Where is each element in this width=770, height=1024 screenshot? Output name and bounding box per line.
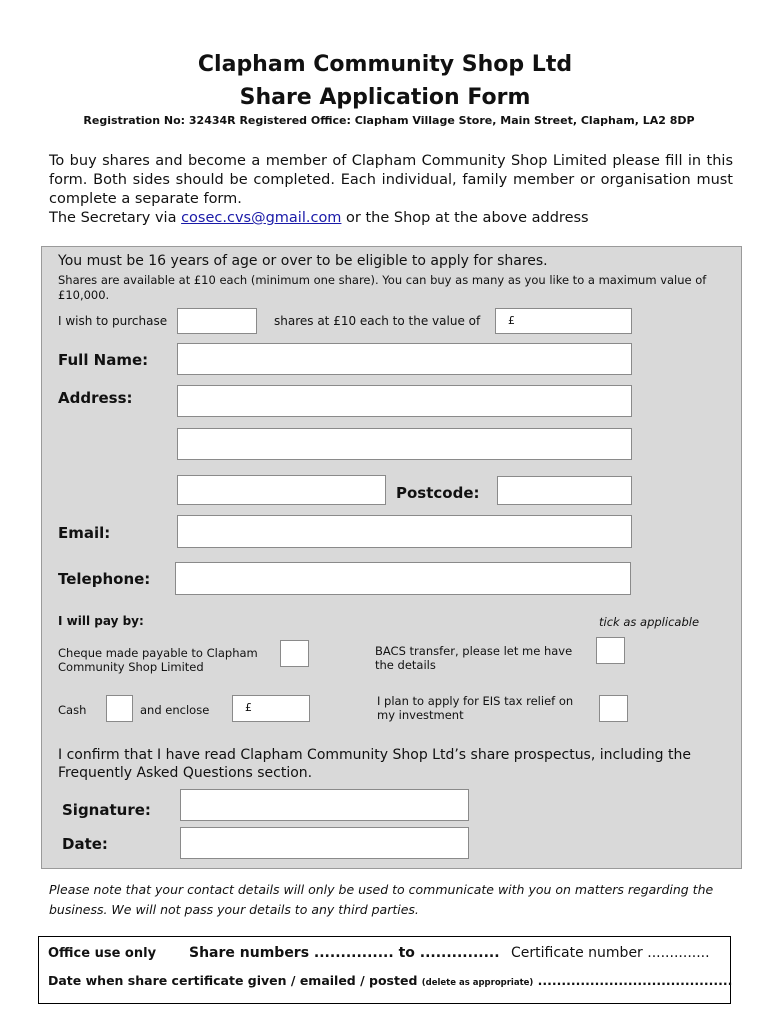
bacs-label: BACS transfer, please let me have the details: [375, 644, 573, 672]
eis-label: I plan to apply for EIS tax relief on my investment: [377, 694, 574, 722]
tick-note: tick as applicable: [599, 615, 700, 629]
cash-checkbox[interactable]: [106, 695, 133, 722]
office-use-label: Office use only: [48, 946, 157, 961]
registration-line: Registration No: 32434R Registered Office: Clapham Village Store, Main Street, Clapham, LA2 8DP: [83, 114, 695, 127]
eis-checkbox[interactable]: [599, 695, 628, 722]
full-name-label: Full Name:: [58, 351, 149, 369]
date-label: Date:: [62, 835, 108, 853]
address-label: Address:: [58, 389, 133, 407]
shares-notice: Shares are available at £10 each (minimum one share). You can buy as many as you like to a maximum value of £10,000.: [58, 273, 707, 302]
signature-field[interactable]: [180, 789, 469, 821]
address-line-1-field[interactable]: [177, 385, 632, 417]
cash-currency-symbol: £: [245, 701, 252, 714]
age-notice: You must be 16 years of age or over to be eligible to apply for shares.: [58, 253, 548, 269]
address-line-2-field[interactable]: [177, 428, 632, 460]
cash-amount-input[interactable]: [232, 695, 310, 722]
purchase-suffix: shares at £10 each to the value of: [274, 314, 481, 328]
address-line-3-field[interactable]: [177, 475, 386, 505]
office-use-box: [38, 936, 731, 1004]
intro-text: [49, 152, 733, 228]
contact-prefix: The Secretary via: [49, 210, 177, 226]
certificate-date-label: Date when share certificate given / emailed / posted: [48, 973, 418, 988]
contact-suffix: or the Shop at the above address: [346, 210, 589, 226]
privacy-note: Please note that your contact details will only be used to communicate with you on matters regarding the business. We will not pass your details to any third parties.: [49, 882, 714, 917]
purchase-prefix: I wish to purchase: [58, 314, 168, 328]
share-quantity-input[interactable]: [177, 308, 257, 334]
cheque-label: Cheque made payable to Clapham Community Shop Limited: [58, 646, 258, 674]
postcode-label: Postcode:: [396, 484, 480, 502]
form-title: Clapham Community Shop Ltd: [197, 52, 573, 77]
signature-label: Signature:: [62, 801, 151, 819]
certificate-date-line: [48, 973, 732, 988]
telephone-label: Telephone:: [58, 570, 151, 588]
intro-paragraph: To buy shares and become a member of Clapham Community Shop Limited please fill in this form. Both sides should be completed. Each individual, family member or organisation must complete a separate form.: [49, 153, 733, 207]
form-subtitle: Share Application Form: [239, 85, 531, 110]
email-field[interactable]: [177, 515, 632, 548]
currency-symbol: £: [508, 314, 515, 327]
email-label: Email:: [58, 524, 111, 542]
share-numbers-label: Share numbers ............... to ...............: [189, 945, 500, 961]
share-value-input[interactable]: [495, 308, 632, 334]
enclose-label: and enclose: [140, 703, 210, 717]
application-panel: [41, 246, 742, 869]
contact-line: [49, 209, 733, 228]
telephone-field[interactable]: [175, 562, 631, 595]
postcode-field[interactable]: [497, 476, 632, 505]
cheque-checkbox[interactable]: [280, 640, 309, 667]
cash-label: Cash: [58, 703, 87, 717]
bacs-checkbox[interactable]: [596, 637, 625, 664]
pay-by-label: I will pay by:: [58, 614, 144, 628]
certificate-date-dots: .........................................: [537, 973, 733, 988]
certificate-number-label: Certificate number ..............: [511, 945, 710, 961]
full-name-field[interactable]: [177, 343, 632, 375]
secretary-email-link[interactable]: cosec.cvs@gmail.com: [181, 210, 342, 226]
confirmation-text: I confirm that I have read Clapham Community Shop Ltd’s share prospectus, including the Frequently Asked Questions section.: [58, 747, 691, 781]
delete-note: (delete as appropriate): [421, 978, 534, 988]
date-field[interactable]: [180, 827, 469, 859]
